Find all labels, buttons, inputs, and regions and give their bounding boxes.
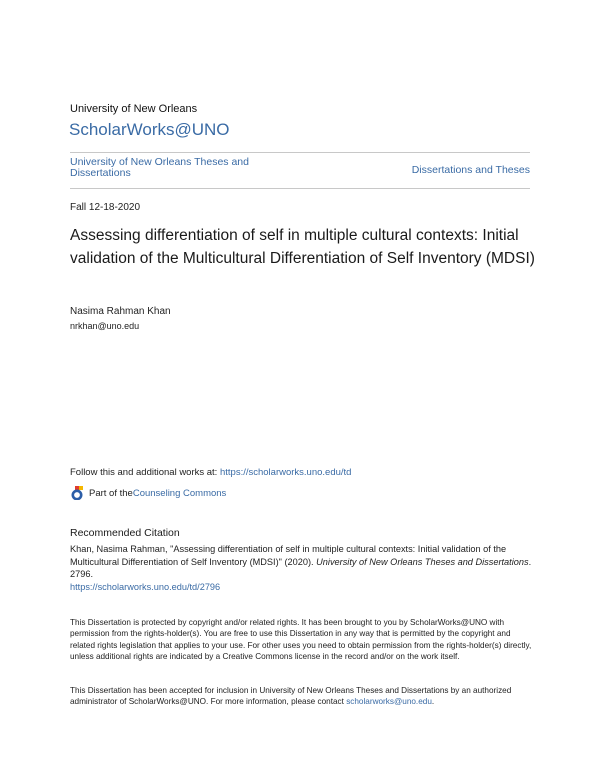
citation-body [70,543,534,593]
rights-statement: This Dissertation is protected by copyright and/or related rights. It has been brought to you by ScholarWorks@UNO with permission from the rights-holder(s). You are free to use this Dissertation in any way that is permitted by the copyright and related rights legislation that applies to your use. For other uses you need to obtain permission from the rights-holder(s) directly, unless additional rights are indicated by a Creative Commons license in the record and/or on the work itself. [70,618,532,661]
part-of-line [70,486,226,500]
collection-link[interactable]: University of New Orleans Theses and Dissertations [70,156,249,179]
citation-text: Khan, Nasima Rahman, "Assessing differentiation of self in multiple cultural contexts: Initial validation of the Multicultural Differentiation of Self Inventory (MDSI)" (2020). [70,544,507,567]
document-title: Assessing differentiation of self in multiple cultural contexts: Initial validation of the Multicultural Differentiation of Self Inventory (MDSI) [70,227,535,267]
divider-top [70,152,530,153]
citation-series: University of New Orleans Theses and Dissertations [316,556,529,567]
author-email: nrkhan@uno.edu [70,321,140,331]
counseling-commons-link[interactable]: Counseling Commons [132,487,227,499]
repository-link[interactable]: ScholarWorks@UNO [69,120,230,139]
follow-prefix: Follow this and additional works at: [70,467,220,478]
network-commons-icon [70,486,86,500]
divider-bottom [70,188,530,189]
publication-date: Fall 12-18-2020 [70,202,141,213]
author-name: Nasima Rahman Khan [70,306,171,317]
part-of-prefix: Part of the [89,487,133,499]
acceptance-suffix: . [431,697,435,707]
acceptance-statement [70,685,532,708]
citation-number: . 2796. [70,556,532,579]
citation-heading: Recommended Citation [70,527,180,539]
citation-url-link[interactable]: https://scholarworks.uno.edu/td/2796 [70,581,221,592]
acceptance-text: This Dissertation has been accepted for inclusion in University of New Orleans Theses and Dissertations by an authorized administrator of ScholarWorks@UNO. For more information, please contact [70,686,512,707]
institution-name: University of New Orleans [70,103,198,115]
contact-email-link[interactable]: scholarworks@uno.edu [346,697,432,707]
series-link[interactable]: Dissertations and Theses [411,164,530,176]
follow-line [70,467,351,478]
follow-url-link[interactable]: https://scholarworks.uno.edu/td [219,467,352,478]
